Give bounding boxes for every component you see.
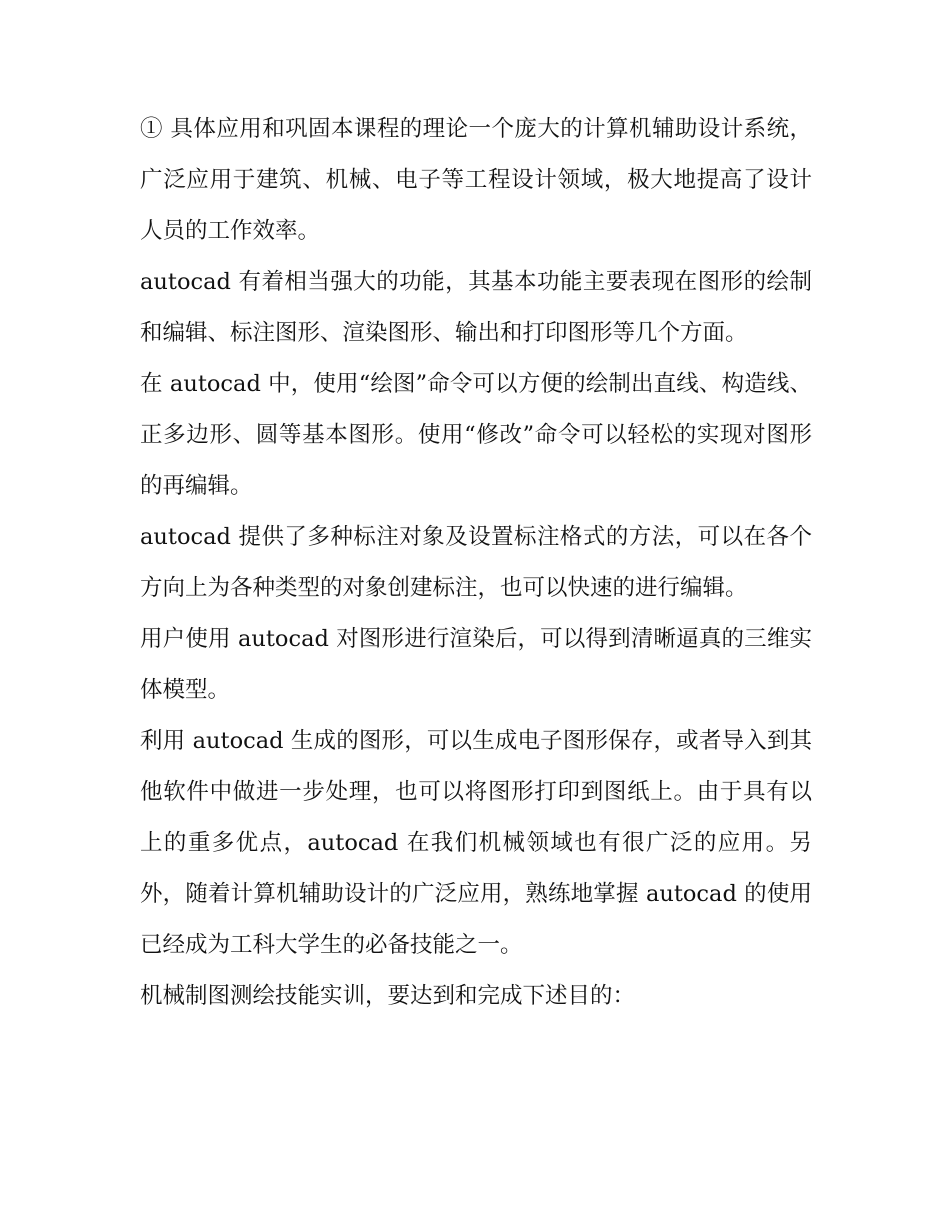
paragraph-cad-intro: ① 具体应用和巩固本课程的理论一个庞大的计算机辅助设计系统，广泛应用于建筑、机械、电子等工程设计领域，极大地提高了设计人员的工作效率。 [140, 116, 812, 244]
document-body [140, 104, 812, 1022]
paragraph-output-advantages: 利用 autocad 生成的图形，可以生成电子图形保存，或者导入到其他软件中做进一步处理，也可以将图形打印到图纸上。由于具有以上的重多优点，autocad 在我们机械领域也有很广泛的应用。另外，随着计算机辅助设计的广泛应用，熟练地掌握 autocad 的使用已经成为工科大学生的必备技能之一。 [140, 728, 812, 958]
paragraph-autocad-functions: autocad 有着相当强大的功能，其基本功能主要表现在图形的绘制和编辑、标注图形、渲染图形、输出和打印图形等几个方面。 [140, 269, 812, 346]
paragraph-rendering: 用户使用 autocad 对图形进行渲染后，可以得到清晰逼真的三维实体模型。 [140, 626, 812, 703]
paragraph-training-goals: 机械制图测绘技能实训，要达到和完成下述目的： [140, 983, 636, 1009]
paragraph-draw-modify: 在 autocad 中，使用“绘图”命令可以方便的绘制出直线、构造线、正多边形、圆等基本图形。使用“修改”命令可以轻松的实现对图形的再编辑。 [140, 371, 812, 499]
paragraph-dimensioning: autocad 提供了多种标注对象及设置标注格式的方法，可以在各个方向上为各种类型的对象创建标注，也可以快速的进行编辑。 [140, 524, 812, 601]
